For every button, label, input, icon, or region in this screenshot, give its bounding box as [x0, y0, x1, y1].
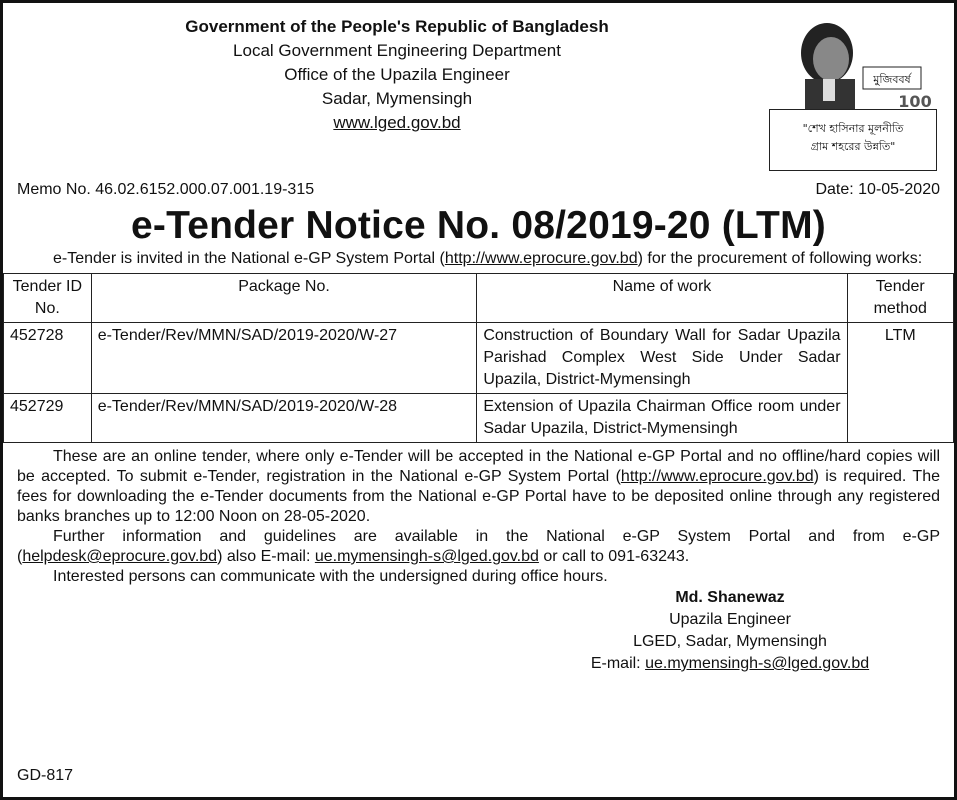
emblem-number: 100	[898, 92, 932, 111]
signatory-email-line	[550, 653, 910, 675]
department-name: Local Government Engineering Department	[233, 41, 561, 60]
tender-id: 452729	[4, 394, 92, 443]
memo-number: Memo No. 46.02.6152.000.07.001.19-315	[17, 181, 315, 198]
signatory-office: LGED, Sadar, Mymensingh	[633, 633, 827, 650]
intro-text-after: ) for the procurement of following works:	[637, 250, 923, 267]
memo-row	[17, 181, 940, 203]
name-of-work: Construction of Boundary Wall for Sadar Upazila Parishad Complex West Side Under Sadar Upazila, District-Mymensingh	[477, 323, 847, 394]
table-header-row	[4, 274, 954, 323]
email-label: E-mail:	[590, 655, 646, 672]
notice-header	[17, 9, 940, 177]
eprocure-link-2[interactable]: http://www.eprocure.gov.bd	[620, 468, 814, 485]
office-email-link[interactable]: ue.mymensingh-s@lged.gov.bd	[314, 548, 539, 565]
name-of-work: Extension of Upazila Chairman Office room under Sadar Upazila, District-Mymensingh	[477, 394, 847, 443]
office-hours-paragraph: Interested persons can communicate with the undersigned during office hours.	[53, 568, 608, 585]
emblem-quote-line-1: "শেখ হাসিনার মূলনীতি	[802, 122, 904, 135]
submission-paragraph	[17, 447, 940, 527]
eprocure-link[interactable]: http://www.eprocure.gov.bd	[444, 250, 638, 267]
emblem-quote-box	[769, 109, 937, 171]
letterhead	[17, 9, 777, 135]
package-no: e-Tender/Rev/MMN/SAD/2019-2020/W-28	[91, 394, 477, 443]
package-no: e-Tender/Rev/MMN/SAD/2019-2020/W-27	[91, 323, 477, 394]
table-row	[4, 323, 954, 394]
notice-title: e-Tender Notice No. 08/2019-20 (LTM)	[131, 204, 826, 247]
contact-text-c: or call to 091-63243.	[538, 548, 690, 565]
portrait-logo-icon	[765, 13, 940, 113]
office-name: Office of the Upazila Engineer	[284, 65, 510, 84]
helpdesk-email-link[interactable]: helpdesk@eprocure.gov.bd	[22, 548, 218, 565]
emblem-logo-text: মুজিববর্ষ	[873, 73, 911, 86]
signature-block	[550, 587, 910, 675]
signatory-email-link[interactable]: ue.mymensingh-s@lged.gov.bd	[645, 655, 870, 672]
intro-paragraph	[17, 249, 940, 269]
office-location: Sadar, Mymensingh	[321, 89, 473, 108]
tender-method: LTM	[847, 323, 953, 443]
emblem-quote-line-2: গ্রাম শহরের উন্নতি"	[810, 140, 896, 153]
memo-date: Date: 10-05-2020	[815, 181, 940, 198]
gd-code: GD-817	[17, 767, 74, 784]
header-package-no: Package No.	[91, 274, 477, 323]
government-name: Government of the People's Republic of Bangladesh	[185, 17, 609, 36]
website-link[interactable]: www.lged.gov.bd	[333, 113, 461, 132]
mujib-borsho-emblem	[765, 13, 940, 173]
contact-text-b: ) also E-mail:	[217, 548, 315, 565]
notice-body	[17, 447, 940, 587]
tender-id: 452728	[4, 323, 92, 394]
contact-paragraph	[17, 527, 940, 567]
submission-text-b: ) is required. The fees for downloading the e-Tender documents from the National e-GP Portal have to be deposited online through any registered banks branches up to 12:00 Noon on 28-05-2020.	[17, 468, 940, 525]
signatory-designation: Upazila Engineer	[669, 611, 791, 628]
table-row	[4, 394, 954, 443]
tender-table	[3, 273, 954, 443]
signatory-name: Md. Shanewaz	[675, 589, 785, 606]
header-name-of-work: Name of work	[477, 274, 847, 323]
intro-text-before: e-Tender is invited in the National e-GP System Portal (	[53, 250, 445, 267]
header-tender-id: Tender ID No.	[4, 274, 92, 323]
submission-text-a: These are an online tender, where only e-Tender will be accepted in the National e-GP Portal and no offline/hard copies will be accepted. To submit e-Tender, registration in the National e-GP System Portal (	[17, 448, 940, 485]
contact-text-a: Further information and guidelines are available in the National e-GP System Portal and from e-GP (	[17, 528, 940, 565]
header-tender-method: Tender method	[847, 274, 953, 323]
